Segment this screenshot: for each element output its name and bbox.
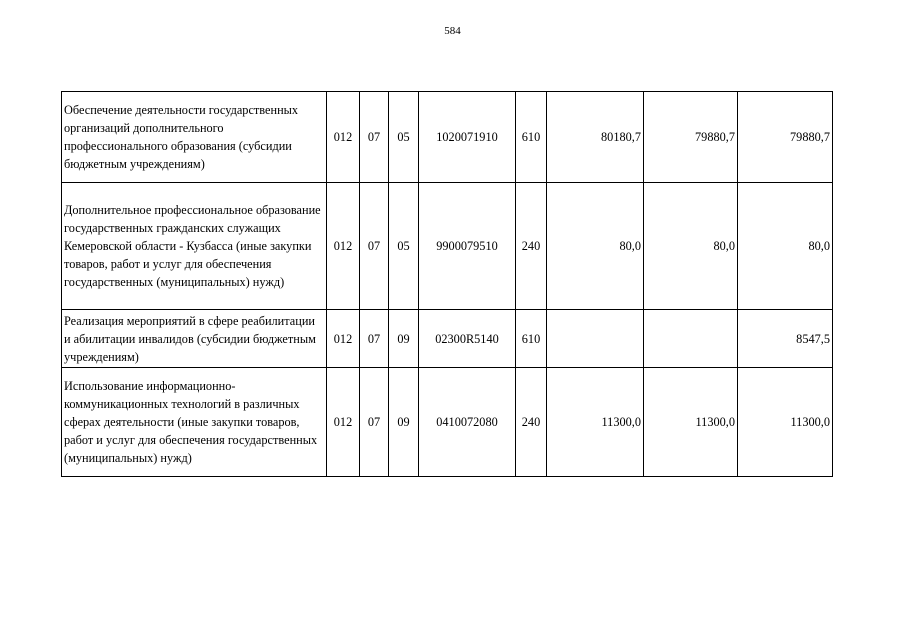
ministry-code-cell: 012 — [327, 368, 360, 477]
table-row — [62, 310, 833, 368]
row-name-cell: Использование информационно-коммуникационных технологий в различных сферах деятельности (иные закупки товаров, работ и услуг для обеспечения государственных (муниципальных) нужд) — [62, 368, 327, 477]
target-article-cell: 9900079510 — [419, 183, 516, 310]
table-row — [62, 183, 833, 310]
table-row — [62, 92, 833, 183]
sum-year-3-cell: 11300,0 — [738, 368, 833, 477]
sum-year-3-cell: 80,0 — [738, 183, 833, 310]
subsection-code-cell: 09 — [389, 310, 419, 368]
sum-year-2-cell: 11300,0 — [644, 368, 738, 477]
sum-year-1-cell: 80180,7 — [547, 92, 644, 183]
sum-year-1-cell: 11300,0 — [547, 368, 644, 477]
section-code-cell: 07 — [360, 310, 389, 368]
expense-type-cell: 240 — [516, 183, 547, 310]
target-article-cell: 02300R5140 — [419, 310, 516, 368]
sum-year-2-cell: 80,0 — [644, 183, 738, 310]
expense-type-cell: 610 — [516, 310, 547, 368]
sum-year-1-cell — [547, 310, 644, 368]
sum-year-2-cell — [644, 310, 738, 368]
ministry-code-cell: 012 — [327, 92, 360, 183]
section-code-cell: 07 — [360, 368, 389, 477]
ministry-code-cell: 012 — [327, 183, 360, 310]
sum-year-3-cell: 8547,5 — [738, 310, 833, 368]
target-article-cell: 1020071910 — [419, 92, 516, 183]
row-name-cell: Дополнительное профессиональное образование государственных гражданских служащих Кемеровской области - Кузбасса (иные закупки товаров, работ и услуг для обеспечения государственных (муниципальных) нужд) — [62, 183, 327, 310]
section-code-cell: 07 — [360, 183, 389, 310]
sum-year-2-cell: 79880,7 — [644, 92, 738, 183]
expense-type-cell: 610 — [516, 92, 547, 183]
subsection-code-cell: 09 — [389, 368, 419, 477]
row-name-cell: Обеспечение деятельности государственных организаций дополнительного профессионального образования (субсидии бюджетным учреждениям) — [62, 92, 327, 183]
page-number: 584 — [444, 25, 461, 37]
section-code-cell: 07 — [360, 92, 389, 183]
subsection-code-cell: 05 — [389, 92, 419, 183]
row-name-cell: Реализация мероприятий в сфере реабилитации и абилитации инвалидов (субсидии бюджетным учреждениям) — [62, 310, 327, 368]
ministry-code-cell: 012 — [327, 310, 360, 368]
subsection-code-cell: 05 — [389, 183, 419, 310]
sum-year-3-cell: 79880,7 — [738, 92, 833, 183]
sum-year-1-cell: 80,0 — [547, 183, 644, 310]
expense-type-cell: 240 — [516, 368, 547, 477]
target-article-cell: 0410072080 — [419, 368, 516, 477]
budget-table — [61, 91, 833, 477]
table-row — [62, 368, 833, 477]
